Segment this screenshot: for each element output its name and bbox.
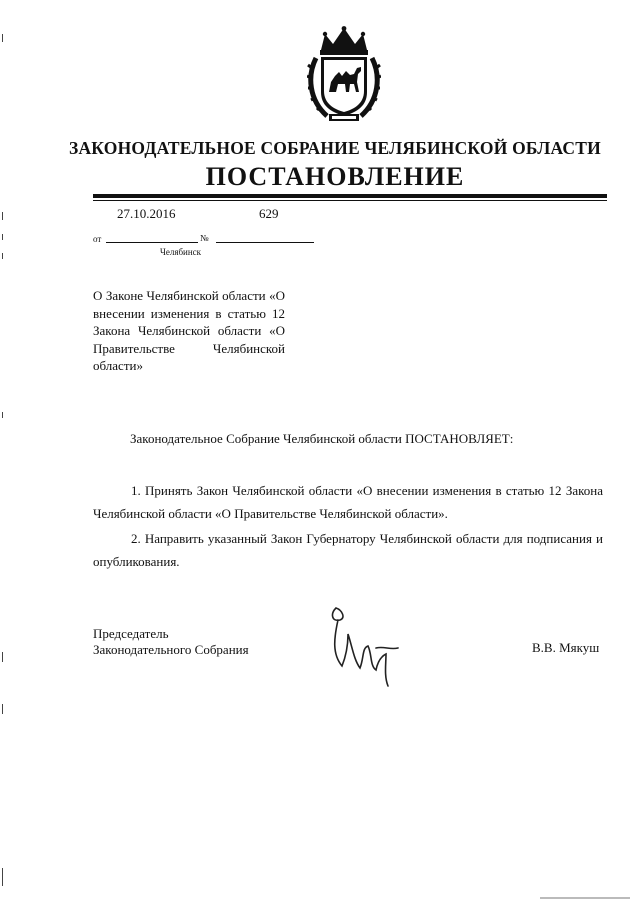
signer-title-line: Председатель — [93, 626, 169, 641]
resolution-items — [93, 479, 603, 575]
resolution-item: 2. Направить указанный Закон Губернатору Челябинской области для подписания и опубликования. — [93, 531, 603, 569]
coat-of-arms-icon — [307, 26, 381, 124]
scan-margin-mark — [2, 34, 3, 42]
document-date: 27.10.2016 — [117, 206, 176, 221]
number-label: № — [200, 233, 209, 243]
scan-margin-mark — [2, 412, 3, 418]
date-label: от — [93, 234, 102, 244]
city-label: Челябинск — [160, 247, 202, 257]
header-rule-thin — [93, 200, 607, 201]
scan-margin-mark — [2, 253, 3, 259]
signer-name: В.В. Мякуш — [532, 640, 600, 655]
header-rule-thick — [93, 194, 607, 198]
document-number: 629 — [259, 206, 279, 221]
signer-title-line: Законодательного Собрания — [93, 642, 249, 657]
resolution-intro: Законодательное Собрание Челябинской области ПОСТАНОВЛЯЕТ: — [130, 431, 514, 446]
signer-title — [93, 626, 249, 658]
scan-margin-mark — [2, 212, 3, 220]
organization-title: ЗАКОНОДАТЕЛЬНОЕ СОБРАНИЕ ЧЕЛЯБИНСКОЙ ОБЛАСТИ — [69, 138, 601, 158]
resolution-item: 1. Принять Закон Челябинской области «О внесении изменения в статью 12 Закона Челябинской области «О Правительстве Челябинской области». — [93, 483, 603, 521]
scan-margin-mark — [2, 234, 3, 240]
number-underline — [216, 242, 314, 243]
document-type-title: ПОСТАНОВЛЕНИЕ — [205, 162, 465, 191]
handwritten-signature — [326, 604, 406, 688]
date-underline — [106, 242, 198, 243]
scan-margin-mark — [2, 652, 3, 662]
document-subject: О Законе Челябинской области «О внесении изменения в статью 12 Закона Челябинской области «О Правительстве Челябинской области» — [93, 288, 285, 373]
scan-margin-mark — [540, 897, 630, 899]
scan-margin-mark — [2, 868, 3, 886]
scan-margin-mark — [2, 704, 3, 714]
